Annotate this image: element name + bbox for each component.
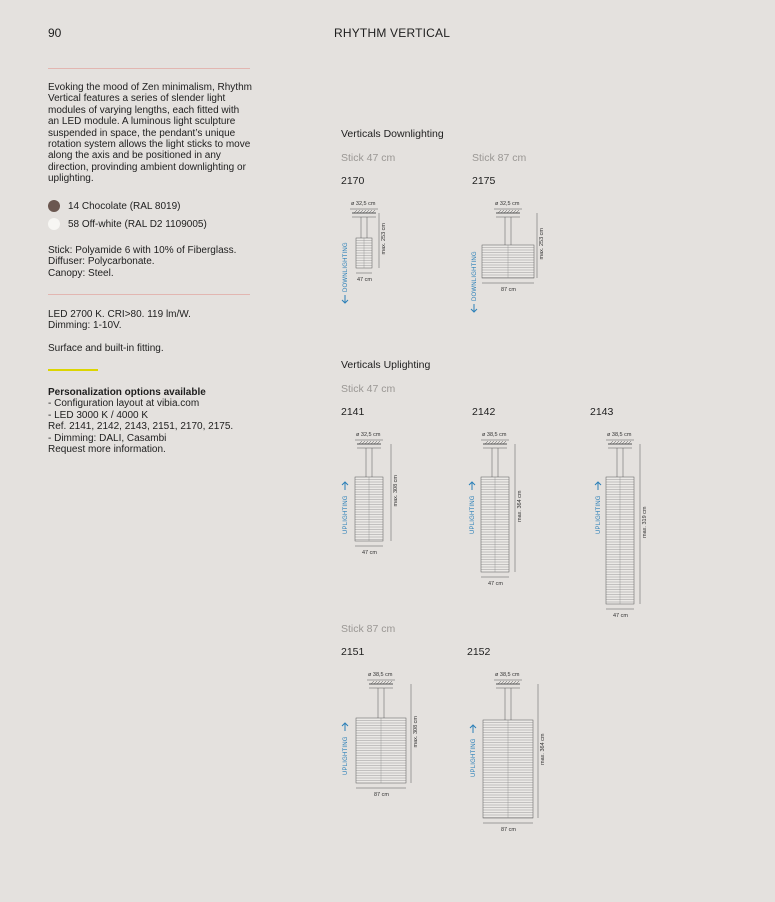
width-dimension-label: 87 cm [374,792,389,798]
personalization-line: Request more information. [48,444,166,456]
personalization-line: Ref. 2141, 2142, 2143, 2151, 2170, 2175. [48,421,234,433]
uplight-arrow-icon [342,482,348,490]
product-description: Evoking the mood of Zen minimalism, Rhythm Vertical features a series of slender light modules of varying lengths, each fitted with an LED module. A luminous light sculpture suspended in space, the pendant’s unique rotation system allows the light sticks to move along the axis and be positioned in any direction, provinding ambient downlighting or uplighting. [48,82,252,185]
model-number: 2152 [467,646,491,658]
model-number: 2142 [472,406,496,418]
material-line: Canopy: Steel. [48,267,114,279]
uplight-arrow-icon [342,723,348,731]
page-number: 90 [48,26,62,40]
height-dimension-label: max. 364 cm [517,490,523,522]
width-dimension-label: 47 cm [357,277,372,283]
downlight-arrow-icon [471,304,477,312]
material-line: Stick: Polyamide 6 with 10% of Fiberglass. [48,245,237,256]
stick-label: Stick 47 cm [341,152,396,164]
canopy-dimension-label: ø 32,5 cm [356,432,381,438]
direction-label: UPLIGHTING [343,495,349,534]
personalization-title: Personalization options available [48,387,206,398]
lamp-drawing [471,209,537,312]
spec-line: Dimming: 1-10V. [48,320,122,332]
height-dimension-label: max. 308 cm [413,716,419,748]
model-number: 2170 [341,175,365,187]
height-dimension-label: max. 364 cm [540,733,546,765]
model-number: 2151 [341,646,365,658]
canopy-dimension-label: ø 32,5 cm [351,201,376,207]
height-dimension-label: max. 253 cm [539,228,545,260]
downlight-arrow-icon [342,295,348,303]
height-dimension-label: max. 319 cm [642,506,648,538]
section-title-uplighting: Verticals Uplighting [341,359,431,371]
page-title: RHYTHM VERTICAL [334,26,451,40]
lamp-drawing [342,440,391,546]
direction-label: DOWNLIGHTING [472,251,478,301]
lamp-drawing [342,680,411,788]
canopy-dimension-label: ø 38,5 cm [368,672,393,678]
direction-label: UPLIGHTING [596,495,602,534]
height-dimension-label: max. 308 cm [393,475,399,507]
direction-label: UPLIGHTING [471,738,477,777]
canopy-dimension-label: ø 38,5 cm [607,432,632,438]
model-number: 2143 [590,406,614,418]
stick-label: Stick 87 cm [472,152,527,164]
lamp-drawing [470,680,538,823]
width-dimension-label: 47 cm [362,550,377,556]
section-title-downlighting: Verticals Downlighting [341,128,444,140]
uplight-arrow-icon [595,482,601,490]
direction-label: UPLIGHTING [343,736,349,775]
fitting-text: Surface and built-in fitting. [48,343,164,354]
finish-label: 14 Chocolate (RAL 8019) [68,200,181,212]
canopy-dimension-label: ø 32,5 cm [495,201,520,207]
stick-label: Stick 47 cm [341,383,396,395]
stick-label: Stick 87 cm [341,623,396,635]
width-dimension-label: 87 cm [501,287,516,293]
personalization-line: - Configuration layout at vibia.com [48,398,200,410]
height-dimension-label: max. 253 cm [381,223,387,255]
personalization-line: - Dimming: DALI, Casambi [48,432,167,444]
direction-label: DOWNLIGHTING [343,242,349,292]
canopy-dimension-label: ø 38,5 cm [482,432,507,438]
canopy-dimension-label: ø 38,5 cm [495,672,520,678]
material-line: Diffuser: Polycarbonate. [48,256,155,268]
spec-line: LED 2700 K. CRI>80. 119 lm/W. [48,309,191,320]
finish-label: 58 Off-white (RAL D2 1109005) [68,218,207,230]
width-dimension-label: 47 cm [613,613,628,619]
model-number: 2175 [472,175,496,187]
width-dimension-label: 47 cm [488,581,503,587]
uplight-arrow-icon [470,725,476,733]
personalization-line: - LED 3000 K / 4000 K [48,409,149,421]
uplight-arrow-icon [469,482,475,490]
width-dimension-label: 87 cm [501,827,516,833]
direction-label: UPLIGHTING [470,495,476,534]
model-number: 2141 [341,406,365,418]
